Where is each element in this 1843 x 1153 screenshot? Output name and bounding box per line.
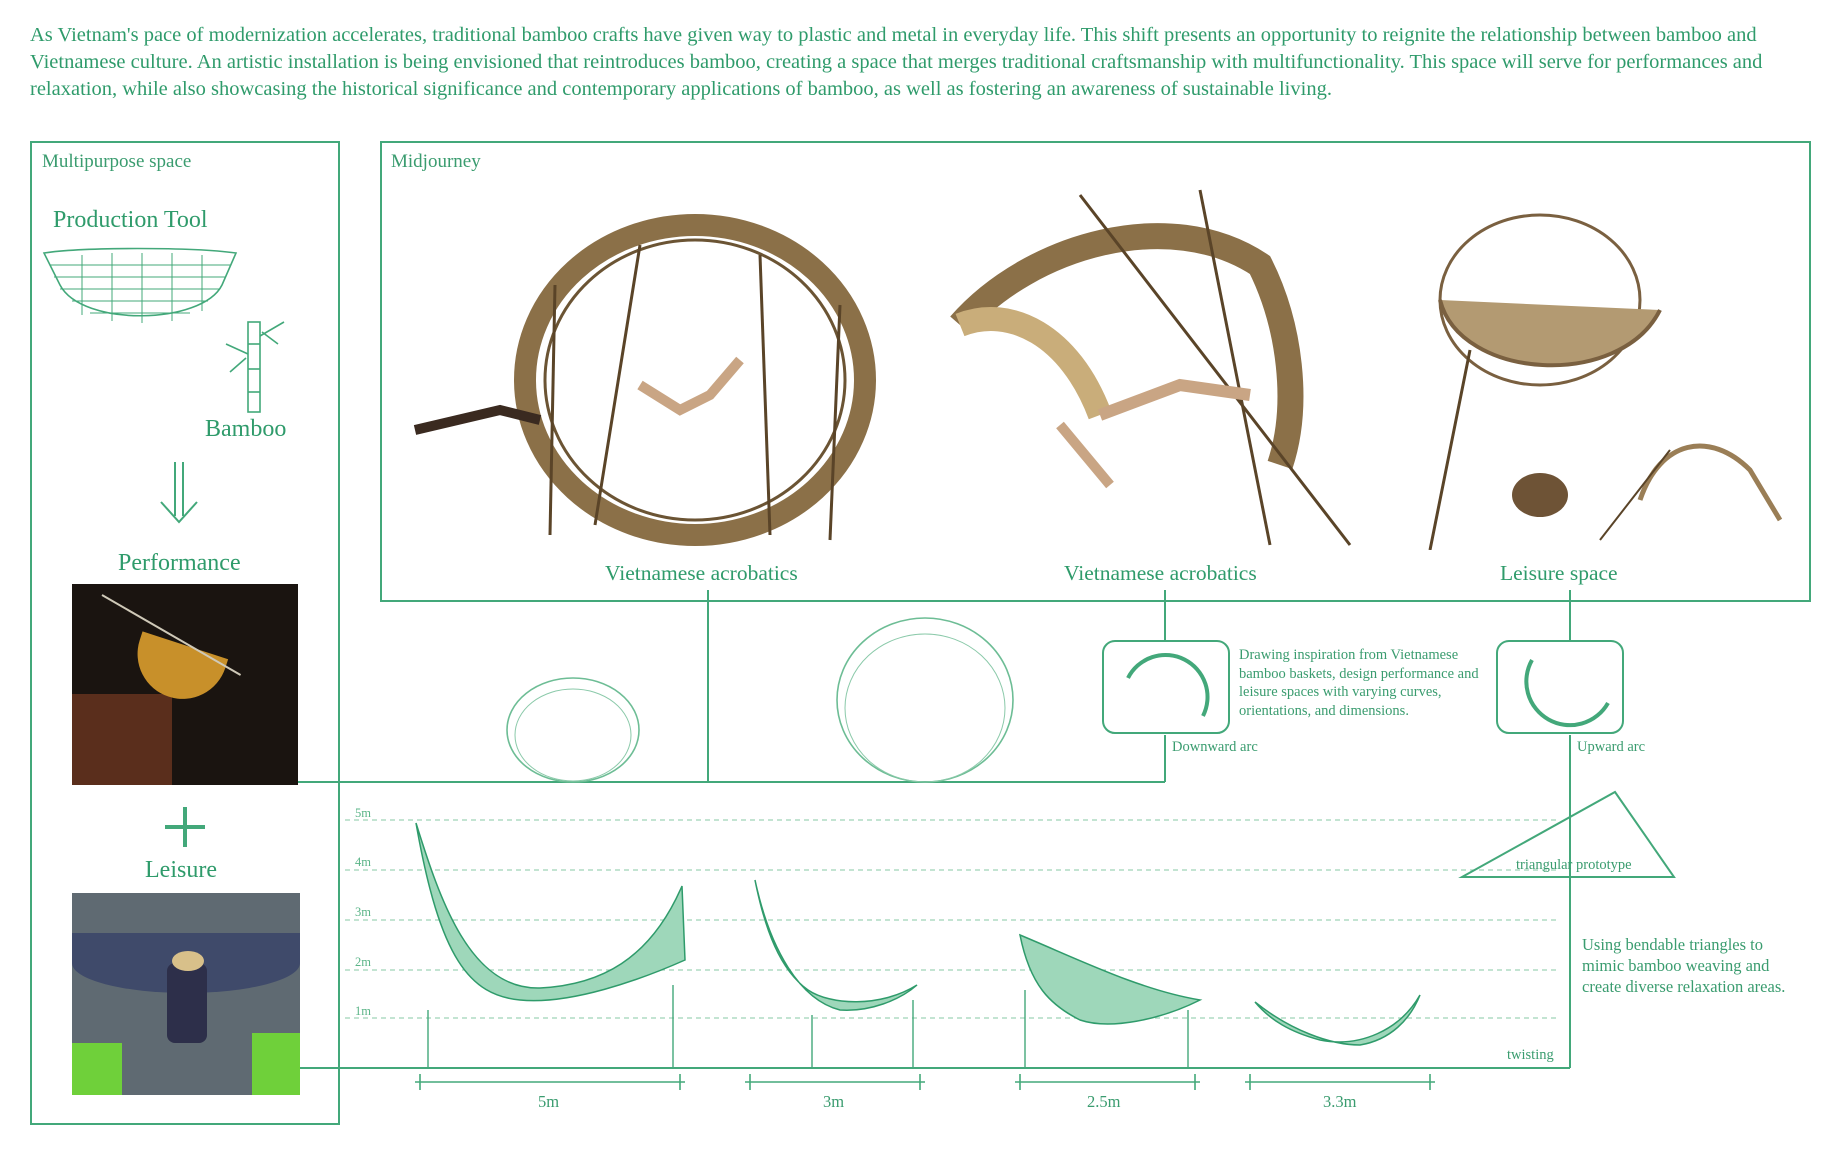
production-tool-label: Production Tool xyxy=(53,207,208,233)
triangular-prototype-label: triangular prototype xyxy=(1516,857,1632,873)
caption-leisure-space: Leisure space xyxy=(1500,561,1618,585)
acrobatics-wheel-image xyxy=(410,185,900,555)
height-label-2m: 2m xyxy=(355,955,371,969)
multipurpose-title: Multipurpose space xyxy=(42,151,192,172)
leisure-label: Leisure xyxy=(145,857,217,883)
caption-acrobatics-2: Vietnamese acrobatics xyxy=(1064,561,1257,585)
small-circle-sketch xyxy=(507,678,639,782)
arc-description: Drawing inspiration from Vietnamese bamboo baskets, design performance and leisure spaces with varying curves, orientations, and dimensions. xyxy=(1239,647,1479,719)
hammock-sketches xyxy=(416,823,1420,1045)
leisure-space-image xyxy=(1420,200,1800,550)
bamboo-label: Bamboo xyxy=(205,416,287,442)
dimension-2-5m: 2.5m xyxy=(1087,1092,1121,1111)
upward-arc-label: Upward arc xyxy=(1577,739,1646,755)
performance-label: Performance xyxy=(118,550,241,576)
down-arrow-icon xyxy=(155,460,203,526)
large-circle-sketch xyxy=(837,618,1013,782)
performance-photo xyxy=(72,584,298,785)
dimension-3m: 3m xyxy=(823,1092,845,1111)
caption-acrobatics-1: Vietnamese acrobatics xyxy=(605,561,798,585)
leisure-photo xyxy=(72,893,300,1095)
dimension-5m: 5m xyxy=(538,1092,560,1111)
intro-paragraph: As Vietnam's pace of modernization accelerates, traditional bamboo crafts have given way to plastic and metal in everyday life. This shift presents an opportunity to reignite the relationship between bamboo and Vietnamese culture. An artistic installation is being envisioned that reintroduces bamboo, creating a space that merges traditional craftsmanship with multifunctionality. This space will serve for performances and relaxation, while also showcasing the historical significance and contemporary applications of bamboo, as well as fostering an awareness of sustainable living. xyxy=(30,24,1763,100)
upward-arc-icon xyxy=(1526,660,1608,725)
upward-arc-box xyxy=(1497,641,1623,733)
height-label-5m: 5m xyxy=(355,806,371,820)
acrobatics-swing-image xyxy=(950,185,1370,555)
plus-icon xyxy=(163,805,207,849)
dimension-lines xyxy=(415,1074,1435,1090)
downward-arc-label: Downward arc xyxy=(1172,739,1258,755)
midjourney-title: Midjourney xyxy=(391,151,481,172)
height-label-3m: 3m xyxy=(355,905,371,919)
height-label-1m: 1m xyxy=(355,1004,371,1018)
downward-arc-icon xyxy=(1128,655,1208,716)
prototype-description: Using bendable triangles to mimic bamboo weaving and create diverse relaxation areas. xyxy=(1582,935,1786,996)
dimension-3-3m: 3.3m xyxy=(1323,1092,1357,1111)
twisting-label: twisting xyxy=(1507,1047,1554,1063)
basket-icon xyxy=(42,245,238,335)
height-label-4m: 4m xyxy=(355,855,371,869)
bamboo-icon xyxy=(222,314,292,414)
